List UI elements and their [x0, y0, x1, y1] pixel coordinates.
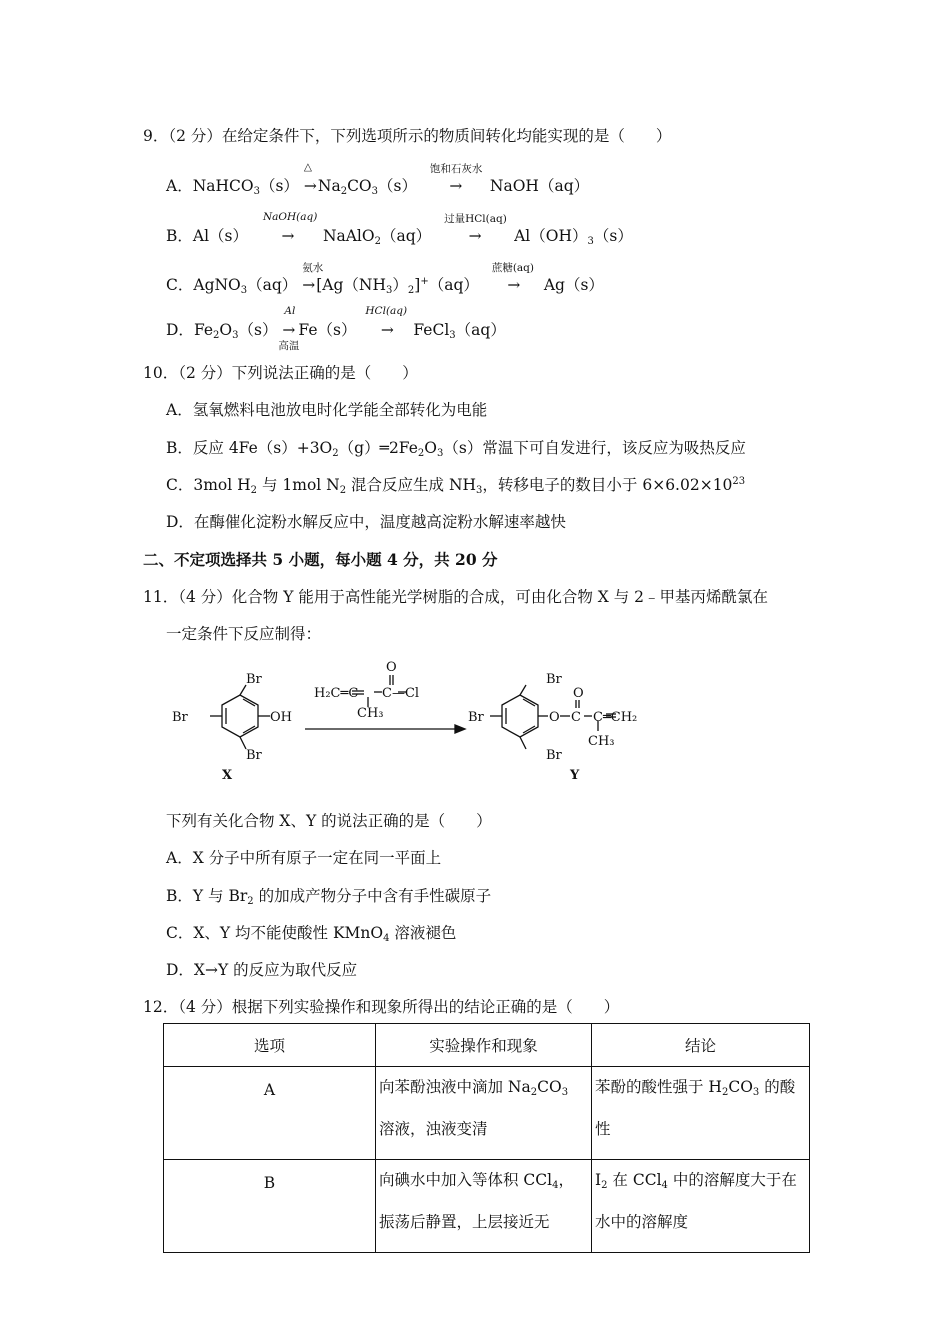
svg-text:CH₃: CH₃	[357, 706, 384, 721]
q12-stem: 12．（4 分）根据下列实验操作和现象所得出的结论正确的是（ ）	[143, 998, 620, 1016]
q9-option-b[interactable]: B．Al（s） NaOH(aq) → NaAlO$_2$（aq） 过量HCl(aq) → $Al(OH)_3(s)$	[166, 211, 633, 247]
q10-option-a[interactable]: A．氢氧燃料电池放电时化学能全部转化为电能	[166, 401, 488, 419]
q9-stem: 9．（2 分）在给定条件下，下列选项所示的物质间转化均能实现的是（ ）	[143, 127, 672, 145]
row-b-operation: 向碘水中加入等体积 CCl$_4$， 振荡后静置，上层接近无	[376, 1160, 592, 1253]
svg-text:Br: Br	[546, 672, 562, 687]
table-header-row	[164, 1024, 810, 1067]
arrow-icon: →	[449, 177, 463, 195]
q10-option-c[interactable]: C．3mol $H_2$ 与 1mol $N_2$ 混合反应生成 $NH_3$，转移电子的数目小于 $6\times 6.02\times 10^{23}$	[166, 476, 746, 496]
svg-text:C—Cl: C—Cl	[382, 686, 420, 701]
svg-text:OH: OH	[270, 710, 292, 725]
svg-text:C═CH₂: C═CH₂	[593, 710, 638, 725]
svg-text:H₂C═C: H₂C═C	[314, 686, 359, 701]
header-operation: 实验操作和现象	[376, 1024, 592, 1067]
experiment-table	[163, 1023, 810, 1253]
heat-symbol: △	[303, 161, 312, 173]
q11-sub-stem: 下列有关化合物 X、Y 的说法正确的是（ ）	[166, 812, 492, 830]
row-b-conclusion: $I_2$ 在 CCl$_4$ 中的溶解度大于在 水中的溶解度	[592, 1160, 810, 1253]
arrow-icon: →	[468, 227, 482, 245]
header-conclusion: 结论	[592, 1024, 810, 1067]
q11-option-a[interactable]: A．X 分子中所有原子一定在同一平面上	[166, 849, 442, 867]
arrow-icon: →	[303, 177, 317, 195]
arrow-icon: →	[507, 276, 521, 294]
q10-option-b[interactable]: B．反应 $4Fe(s)+3O_2(g)═2Fe_2O_3(s)$常温下可自发进行，该反应为吸热反应	[166, 439, 746, 459]
q11-stem-line1: 11．（4 分）化合物 Y 能用于高性能光学树脂的合成，可由化合物 X 与 2﹣甲基丙烯酰氯在	[143, 588, 769, 606]
svg-text:Y: Y	[570, 768, 580, 783]
row-a-conclusion: 苯酚的酸性强于 $H_2CO_3$ 的酸 性	[592, 1067, 810, 1160]
q11-option-d[interactable]: D．X→Y 的反应为取代反应	[166, 961, 358, 979]
q9-option-c[interactable]: C．AgNO$_3$（aq） 氨水 $\to[Ag(NH_3)_2]^+(aq)$ 蔗糖(aq) → Ag（s）	[166, 262, 604, 296]
arrow-icon: →	[302, 276, 316, 294]
svg-text:C: C	[571, 710, 581, 725]
header-option: 选项	[164, 1024, 376, 1067]
svg-text:Br: Br	[172, 710, 188, 725]
table-row	[164, 1160, 810, 1253]
svg-text:Br: Br	[546, 748, 562, 763]
q10-option-d[interactable]: D．在酶催化淀粉水解反应中，温度越高淀粉水解速率越快	[166, 513, 566, 531]
svg-text:O: O	[549, 710, 560, 725]
row-a-operation: 向苯酚浊液中滴加 $Na_2CO_3$ 溶液，浊液变清	[376, 1067, 592, 1160]
q11-option-b[interactable]: B．Y 与 $Br_2$ 的加成产物分子中含有手性碳原子	[166, 887, 492, 907]
row-b-option: B	[164, 1160, 376, 1253]
q9-option-d[interactable]: D．$Fe_2O_3(s)$ Al → 高温 Fe（s） HCl(aq) → FeCl$_3$（aq）	[166, 305, 506, 352]
q10-stem: 10．（2 分）下列说法正确的是（ ）	[143, 364, 418, 382]
table-row	[164, 1067, 810, 1160]
svg-text:O: O	[386, 660, 397, 675]
svg-text:Br: Br	[468, 710, 484, 725]
q11-stem-line2: 一定条件下反应制得：	[166, 625, 322, 643]
arrow-icon: →	[380, 321, 394, 339]
row-a-option: A	[164, 1067, 376, 1160]
svg-text:O: O	[573, 686, 584, 701]
arrow-icon: →	[281, 227, 295, 245]
svg-text:CH₃: CH₃	[588, 734, 615, 749]
section-heading: 二、不定项选择共 5 小题，每小题 4 分，共 20 分	[143, 550, 498, 569]
arrow-icon: →	[282, 321, 296, 339]
svg-text:Br: Br	[246, 748, 262, 763]
reaction-scheme	[160, 655, 700, 795]
svg-text:Br: Br	[246, 672, 262, 687]
q9-option-a[interactable]: A．NaHCO$_3$（s） △ $\to Na_2CO_3(s)$ 饱和石灰水 → NaOH（aq）	[166, 161, 590, 197]
q11-option-c[interactable]: C．X、Y 均不能使酸性 KMnO$_4$ 溶液褪色	[166, 924, 457, 944]
svg-text:X: X	[222, 768, 233, 783]
